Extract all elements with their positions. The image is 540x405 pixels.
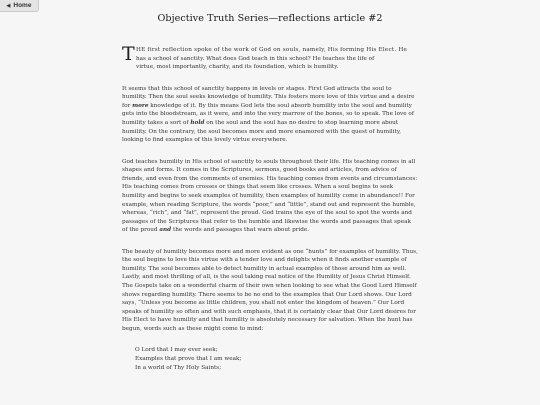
paragraph-4: The beauty of humility becomes more and more evident as one “hunts” for examples of humility. Thus, the soul begins to love this virtue with a tender love and delights when it finds another example of humility. The soul becomes able to detect humility in actual examples of those around him as well. Lastly, and most thrilling of all, is the soul taking real notice of the Humility of Jesus Christ Himself. The Gospels take on a wonderful charm of their own when looking to see what the Good Lord Himself shows regarding humility. There seems to be no end to the examples that Our Lord shows. Our Lord says, “Unless you become as little children, you shall not enter the kingdom of heaven.” Our Lord speaks of humility so often and with such emphasis, that it is certainly clear that Our Lord desires for His Elect to have humility and that humility is absolutely necessary for salvation. When the hunt has begun, words such as these might come to mind: (122, 248, 418, 333)
paragraph-3-text-a: God teaches humility in His school of sanctity to souls throughout their life. His teaching comes in all shapes and forms. It comes in the Scriptures, sermons, good books and articles, from advice of friends, and even from the comments of enemies. His teaching comes from events and circumstances: His teaching comes from crosses or things that seem like crosses. When a soul begins to seek humility and begins to seek examples of humility, then examples of humility come in abundance!! For example, when reading Scripture, the words “poor,” and “little”, stand out and represent the humble, whereas, “rich”, and “fat”, represent the proud. God trains the eye of the soul to spot the words and passages of the Scriptures that refer to the humble and likewise the words and passages that speak of the proud (122, 158, 418, 234)
emphasis-and: and (159, 227, 172, 234)
article-body (122, 43, 418, 372)
paragraph-2 (122, 85, 418, 145)
emphasis-more: more (132, 102, 149, 109)
paragraph-2-text-b: knowledge of it. By this means God lets the soul absorb humility into the soul and humility gets into the bloodstream, as it were, and into the very marrow of the bones, so to speak. The love of humility takes a sort of (122, 102, 414, 126)
intro-line-3: virtue, most importantly, charity, and its foundation, which is humility. (136, 64, 339, 71)
intro-line-1: HE first reflection spoke of the work of God on souls, namely, His forming His Elect. He (136, 47, 408, 53)
intro-paragraph (122, 43, 418, 72)
quote-block (135, 346, 418, 372)
top-bar (0, 0, 540, 12)
emphasis-hold: hold (190, 119, 205, 126)
paragraph-2-text-a: It seems that this school of sanctity happens in levels or stages. First God attracts the soul to humility. Then the soul seeks knowledge of humility. This fosters more love of this virtue and a desire for (122, 85, 415, 109)
quote-line-3: In a world of Thy Holy Saints; (135, 364, 222, 371)
paragraph-2-text-c: on the soul and the soul has no desire to stop learning more about humility. On the contrary, the soul becomes more and more enamored with the quest of humility, looking to find examples of this lovely virtue everywhere. (122, 119, 402, 144)
quote-line-1: O Lord that I may ever seek; (135, 347, 218, 354)
paragraph-3 (122, 158, 418, 235)
triangle-left-icon: ◀ (6, 2, 11, 9)
home-button[interactable] (0, 0, 39, 12)
drop-cap: T (122, 43, 135, 65)
paragraph-3-text-b: the words and passages that warn about pride. (171, 227, 310, 234)
page-title: Objective Truth Series—reflections article #2 (157, 13, 383, 24)
intro-line-2: has a school of sanctity. What does God teach in this school? He teaches the life of (136, 55, 375, 62)
home-button-label: Home (13, 2, 32, 9)
quote-line-2: Examples that prove that I am weak; (135, 356, 242, 362)
